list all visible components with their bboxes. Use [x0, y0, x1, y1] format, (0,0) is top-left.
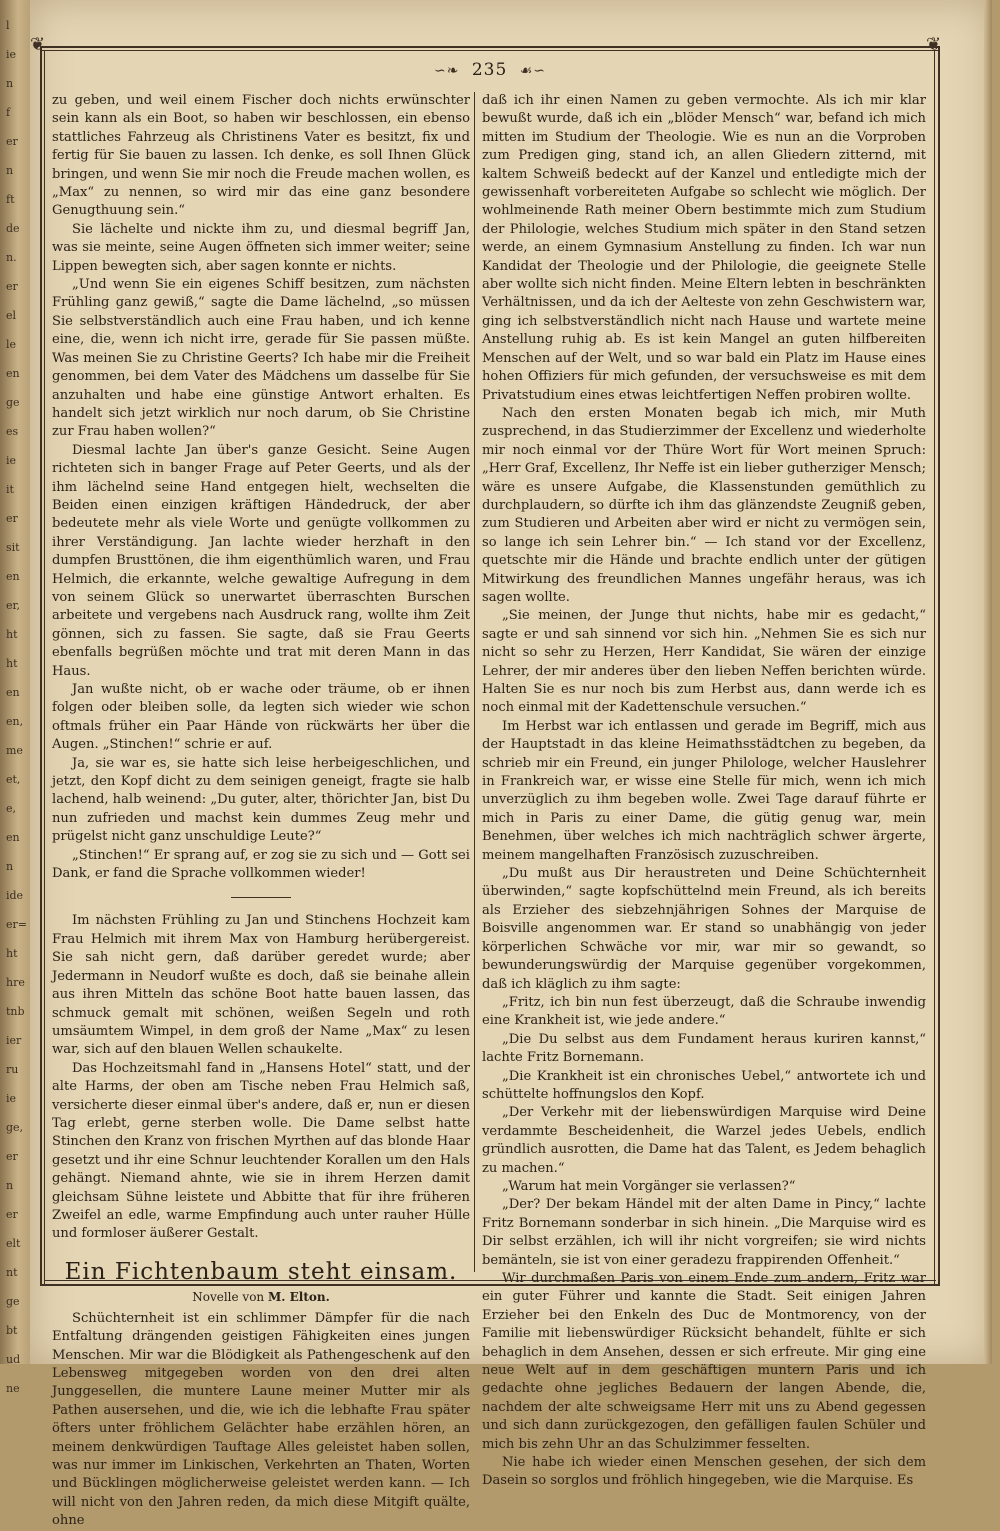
gutter-fragment: ge, [6, 1121, 24, 1134]
newspaper-page [30, 0, 992, 1529]
gutter-fragment: ie [6, 454, 17, 467]
gutter-fragment: ge [6, 396, 20, 409]
right-column [482, 92, 926, 1491]
paragraph: Das Hochzeitsmahl fand in „Hansens Hotel“ statt, und der alte Harms, der oben am Tische neben Frau Helmich saß, versicherte dieser einmal über's andere, daß er, nun er diesen Tag erlebt, gerne sterben wolle. Die Dame selbst hatte Stinchen den Kranz von frischen Myrthen auf das blonde Haar gesetzt und ihr eine Schnur leuchtender Korallen um den Hals gehängt. Niemand ahnte, wie sie in ihrem Herzen damit gleichsam Sühne leistete und Abbitte that für ihre früheren Zweifel an edle, warme Empfindung auch unter rauher Hülle und formloser äußerer Gestalt. [52, 1060, 470, 1242]
gutter-fragment: n [6, 1179, 14, 1192]
gutter-fragment: me [6, 744, 23, 757]
gutter-fragment: er, [6, 599, 21, 612]
gutter-fragment: ft [6, 193, 15, 206]
gutter-fragment: elt [6, 1237, 21, 1250]
gutter-fragment: er [6, 1150, 18, 1163]
gutter-fragment: ne [6, 1382, 20, 1395]
corner-ornament-icon: ❦ [926, 34, 942, 55]
gutter-fragment: nt [6, 1266, 18, 1279]
page-header [30, 60, 950, 80]
page-frame-top-inner [40, 50, 940, 51]
column-divider [474, 92, 475, 1272]
gutter-fragment: ht [6, 657, 18, 670]
gutter-fragment: ud [6, 1353, 21, 1366]
gutter-fragment: el [6, 309, 17, 322]
gutter-fragment: er [6, 1208, 18, 1221]
gutter-fragment: es [6, 425, 19, 438]
gutter-fragment: de [6, 222, 20, 235]
paragraph: Ja, sie war es, sie hatte sich leise herbeigeschlichen, und jetzt, den Kopf dicht zu dem seinigen geneigt, fragte sie halb lachend, halb weinend: „Du guter, alter, thörichter Jan, bist Du nun zufrieden und machst kein dummes Zeug mehr und prügelst nicht ganz unschuldige Leute?“ [52, 755, 471, 845]
paragraph: Nach den ersten Monaten begab ich mich, mir Muth zusprechend, in das Studierzimmer der Excellenz und wiederholte mir noch einmal vor der Thüre Wort für Wort meinen Spruch: „Herr Graf, Excellenz, Ihr Neffe ist ein lieber gutherziger Mensch; wäre es unsere Aufgabe, die Klassenstunden gemüthlich zu durchplaudern, so dürfte ich ihm das glänzendste Zeugniß geben, zum Studieren und Arbeiten aber wird er nicht zu vermögen sein, so lange ich sein Lehrer bin.“ — Ich stand vor der Excellenz, quetschte mir die Hände und brachte endlich unter der gütigen Mitwirkung des freundlichen Mannes ungefähr heraus, was ich sagen wollte. [482, 405, 926, 605]
gutter-fragment: n. [6, 251, 17, 264]
adjacent-page-gutter [0, 0, 30, 1395]
paragraph: „Warum hat mein Vorgänger sie verlassen?“ [502, 1178, 796, 1194]
paragraph: Im Herbst war ich entlassen und gerade im Begriff, mich aus der Hauptstadt in das kleine Heimathsstädtchen zu begeben, da schrieb mir ein Freund, ein junger Philologe, welcher Hauslehrer in Frankreich war, er wisse eine Stelle für mich, wenn ich mich unverzüglich zu ihm begeben wolle. Zwei Tage darauf führte er mich in Paris zu einer Dame, die gütig genug war, mein Benehmen, über welches ich mich nachträglich schwer ärgerte, meinem mangelhaften Französisch zuzuschreiben. [482, 718, 926, 863]
gutter-fragment: hre [6, 976, 25, 989]
paragraph: „Du mußt aus Dir heraustreten und Deine Schüchternheit überwinden,“ sagte kopfschüttelnd mein Freund, als ich bereits als Erzieher des siebzehnjährigen Sohnes der Marquise de Boisville angenommen war. Er stand so unabhängig von jeder körperlichen Schwäche vor mir, war mir so gewandt, so bewunderungswürdig der Marquise gegenüber vorgekommen, daß ich kläglich zu ihm sagte: [482, 866, 926, 992]
paragraph: „Und wenn Sie ein eigenes Schiff besitzen, zum nächsten Frühling ganz gewiß,“ sagte die Dame lächelnd, „so müssen Sie selbstverständlich auch eine Frau haben, und ich kenne eine, die, wenn ich nicht irre, gerade für Sie passen müßte. Was meinen Sie zu Christine Geerts? Ich habe mir die Freiheit genommen, bei dem Vater des Mädchens um dasselbe für Sie anzuhalten und habe eine günstige Antwort erhalten. Es handelt sich jetzt wirklich nur noch darum, ob Sie Christine zur Frau haben wollen?“ [52, 277, 470, 440]
page-frame-right-inner [934, 50, 935, 1284]
paragraph: Diesmal lachte Jan über's ganze Gesicht. Seine Augen richteten sich in banger Frage auf Peter Geerts, und als der ihm lächelnd seine Hand entgegen hielt, wechselten die Beiden einen einzigen kräftigen Händedruck, der aber bedeutete mehr als viele Worte und genügte vollkommen zu ihrer Verständigung. Jan lachte wieder herzhaft in den dumpfen Brusttönen, die ihm eigenthümlich waren, und Frau Helmich, die erkannte, welche gewaltige Aufregung in dem von seinem Glück so unerwartet überraschten Burschen arbeitete und vergebens nach Ausdruck rang, wollte ihm Zeit gönnen, sich zu fassen. Sie sagte, daß sie Frau Geerts ebenfalls begrüßen möchte und trat mit deren Mann in das Haus. [52, 442, 470, 679]
gutter-fragment: er [6, 135, 18, 148]
gutter-fragment: tnb [6, 1005, 25, 1018]
paragraph: Jan wußte nicht, ob er wache oder träume, ob er ihnen folgen oder bleiben solle, da legten sich wieder wie schon oftmals früher ein Paar Hände von rückwärts her über die Augen. „Stinchen!“ schrie er auf. [52, 682, 470, 753]
paragraph: „Stinchen!“ Er sprang auf, er zog sie zu sich und — Gott sei Dank, er fand die Sprache vollkommen wieder! [52, 847, 470, 882]
epilogue-text [52, 912, 470, 1243]
gutter-fragment: ht [6, 628, 18, 641]
paragraph: Schüchternheit ist ein schlimmer Dämpfer für die nach Entfaltung drängenden geistigen Fähigkeiten eines jungen Menschen. Mir war die Blödigkeit als Pathengeschenk auf den Lebensweg mitgegeben worden von den drei alten Junggesellen, die muntere Laune meiner Mutter mir als Pathen ausersehen, und die, wie ich die lebhafte Frau später öfters unter fröhlichem Gelächter habe erzählen hören, an meinem denkwürdigen Tauftage Alles geleistet haben sollen, was nur immer im Linkischen, Verkehrten an Thaten, Worten und Bücklingen möglicherweise geleistet werden kann. — Ich will nicht von den Jahren reden, da mich diese Mitgift quälte, ohne [52, 1310, 470, 1529]
page-frame-right [938, 46, 940, 1286]
new-story-text [52, 1310, 470, 1531]
gutter-fragment: ie [6, 1092, 17, 1105]
paragraph: zu geben, und weil einem Fischer doch nichts erwünschter sein kann als ein Boot, so haben wir beschlossen, ein ebenso stattliches Fahrzeug als Christinens Vater es besitzt, fix und fertig für Sie bauen zu lassen. Ich denke, es soll Ihnen Glück bringen, und wenn Sie mir noch die Freude machen wollen, es „Max“ zu nennen, so wird mir das eine ganz besondere Genugthuung sein.“ [52, 93, 470, 219]
byline-author: M. Elton. [267, 1289, 330, 1304]
corner-ornament-icon: ❦ [30, 34, 46, 55]
new-story-continuation [482, 92, 926, 1491]
byline-prefix: Novelle von [192, 1289, 265, 1304]
story-title: Ein Fichtenbaum steht einsam. [64, 1258, 458, 1285]
paragraph: Im nächsten Frühling zu Jan und Stinchens Hochzeit kam Frau Helmich mit ihrem Max von Hamburg herübergereist. Sie sah nicht gern, daß darüber geredet wurde; aber Jedermann in Neudorf wußte es doch, daß sie beinahe allein aus ihren Mitteln das schöne Boot hatte bauen lassen, das schmuck gemalt mit schönen, weißen Segeln und roth umsäumtem Wimpel, in dem groß der Name „Max“ zu lesen war, sich auf den blauen Wellen schaukelte. [52, 913, 470, 1058]
gutter-fragment: n [6, 164, 14, 177]
page-frame-top [40, 46, 940, 48]
paragraph: daß ich ihr einen Namen zu geben vermochte. Als ich mir klar bewußt wurde, daß ich ein „blöder Mensch“ war, befand ich mich mitten im Studium der Theologie. Wie es nun an die Vorproben zum Predigen ging, stand ich, an allen Gliedern zitternd, mit kaltem Schweiß bedeckt auf der Kanzel und entledigte mich der gewissenhaft vorbereiteten Aufgabe so schlecht wie möglich. Der wohlmeinende Rath meiner Obern bestimmte mich zum Studium der Philologie, welches Studium mich später in den Stand setzen werde, an einem Gymnasium Anstellung zu finden. Ich war nun Kandidat der Theologie und der Philologie, die geeignete Stelle aber wollte sich nicht finden. Meine Eltern lebten in beschränkten Verhältnissen, und da ich der Aelteste von zehn Geschwistern war, ging ich selbstverständlich nicht nach Hause und wartete meine Anstellung ruhig ab. Es ist kein Mangel an guten hilfbereiten Menschen auf der Welt, und so war bald ein Platz im Hause eines hohen Offiziers für mich gefunden, der versuchsweise es mit dem Privatstudium eines etwas leichtfertigen Neffen probiren wollte. [482, 93, 926, 403]
page-frame-left-inner [44, 50, 45, 1284]
page-frame-left [40, 46, 42, 1286]
gutter-fragment: ge [6, 1295, 20, 1308]
gutter-fragment: bt [6, 1324, 18, 1337]
gutter-fragment: n [6, 860, 14, 873]
gutter-fragment: sit [6, 541, 20, 554]
section-separator [231, 897, 291, 898]
story-ending-text [52, 92, 470, 883]
gutter-fragment: n [6, 77, 14, 90]
gutter-fragment: it [6, 483, 14, 496]
paragraph: „Die Du selbst aus dem Fundament heraus kuriren kannst,“ lachte Fritz Bornemann. [482, 1031, 926, 1066]
gutter-fragment: ht [6, 947, 18, 960]
gutter-fragment: ie [6, 48, 17, 61]
gutter-fragment: er [6, 280, 18, 293]
paragraph: Nie habe ich wieder einen Menschen gesehen, der sich dem Dasein so sorglos und fröhlich hingegeben, wie die Marquise. Es [482, 1455, 926, 1489]
paragraph: „Sie meinen, der Junge thut nichts, habe mir es gedacht,“ sagte er und sah sinnend vor sich hin. „Nehmen Sie es sich nur nicht so sehr zu Herzen, Herr Kandidat, Sie wären der einzige Lehrer, der mir anderes über den lieben Neffen berichten würde. Halten Sie es nur noch bis zum Herbst aus, dann werde ich es noch einmal mit der Kadettenschule versuchen.“ [482, 608, 926, 716]
gutter-fragment: er= [6, 918, 27, 931]
gutter-fragment: e, [6, 802, 17, 815]
gutter-fragment: ier [6, 1034, 22, 1047]
paragraph: „Fritz, ich bin nun fest überzeugt, daß die Schraube inwendig eine Krankheit ist, wie jede andere.“ [482, 994, 926, 1029]
gutter-fragment: en [6, 831, 20, 844]
paragraph: „Der Verkehr mit der liebenswürdigen Marquise wird Deine verdammte Bescheidenheit, die Warzel jedes Uebels, endlich gründlich ausrotten, die Dame hat das Talent, es Jedem behaglich zu machen.“ [482, 1105, 926, 1176]
gutter-fragment: ide [6, 889, 24, 902]
right-flourish-icon: ☙∽ [519, 63, 546, 79]
paragraph: „Der? Der bekam Händel mit der alten Dame in Pincy,“ lachte Fritz Bornemann sonderbar in sich hinein. „Die Marquise wird es Dir selbst erzählen, ich will ihr nicht vorgreifen; sie wird nichts bemänteln, sie ist von einer geradezu frappirenden Offenheit.“ [482, 1197, 926, 1268]
paragraph: Wir durchmaßen Paris von einem Ende zum andern, Fritz war ein guter Führer und kannte die Stadt. Seit einigen Jahren Erzieher bei den Enkeln des Duc de Montmorency, von der Familie mit liebenswürdiger Rücksicht behandelt, fühlte er sich behaglich in dem Ansehen, dessen er sich erfreute. Mir ging eine neue Welt auf in dem geschäftigen muntern Paris und ich gedachte ohne jegliches Bedauern der langen Abende, die, nachdem der alte schweigsame Herr mit uns zu Abend gegessen und sich dann zurückgezogen, den gefälligen faulen Schüler und mich bis zehn Uhr an das Schulzimmer fesselten. [482, 1271, 926, 1452]
gutter-fragment: f [6, 106, 11, 119]
gutter-fragment: en [6, 367, 20, 380]
left-column [52, 92, 470, 1531]
gutter-fragment: er [6, 512, 18, 525]
gutter-fragment: et, [6, 773, 21, 786]
page-number: 235 [471, 60, 508, 80]
gutter-fragment: en, [6, 715, 24, 728]
gutter-fragment: le [6, 338, 17, 351]
paragraph: „Die Krankheit ist ein chronisches Uebel,“ antwortete ich und schüttelte hoffnungslos den Kopf. [482, 1068, 926, 1102]
story-byline [52, 1288, 470, 1306]
gutter-fragment: l [6, 19, 10, 32]
page-edge [984, 0, 992, 1364]
gutter-fragment: en [6, 570, 20, 583]
gutter-fragment: en [6, 686, 20, 699]
paragraph: Sie lächelte und nickte ihm zu, und diesmal begriff Jan, was sie meinte, seine Augen öffneten sich immer weiter; seine Lippen bewegten sich, aber sagen konnte er nichts. [52, 221, 470, 274]
left-flourish-icon: ∽❧ [433, 63, 460, 79]
gutter-fragment: ru [6, 1063, 19, 1076]
